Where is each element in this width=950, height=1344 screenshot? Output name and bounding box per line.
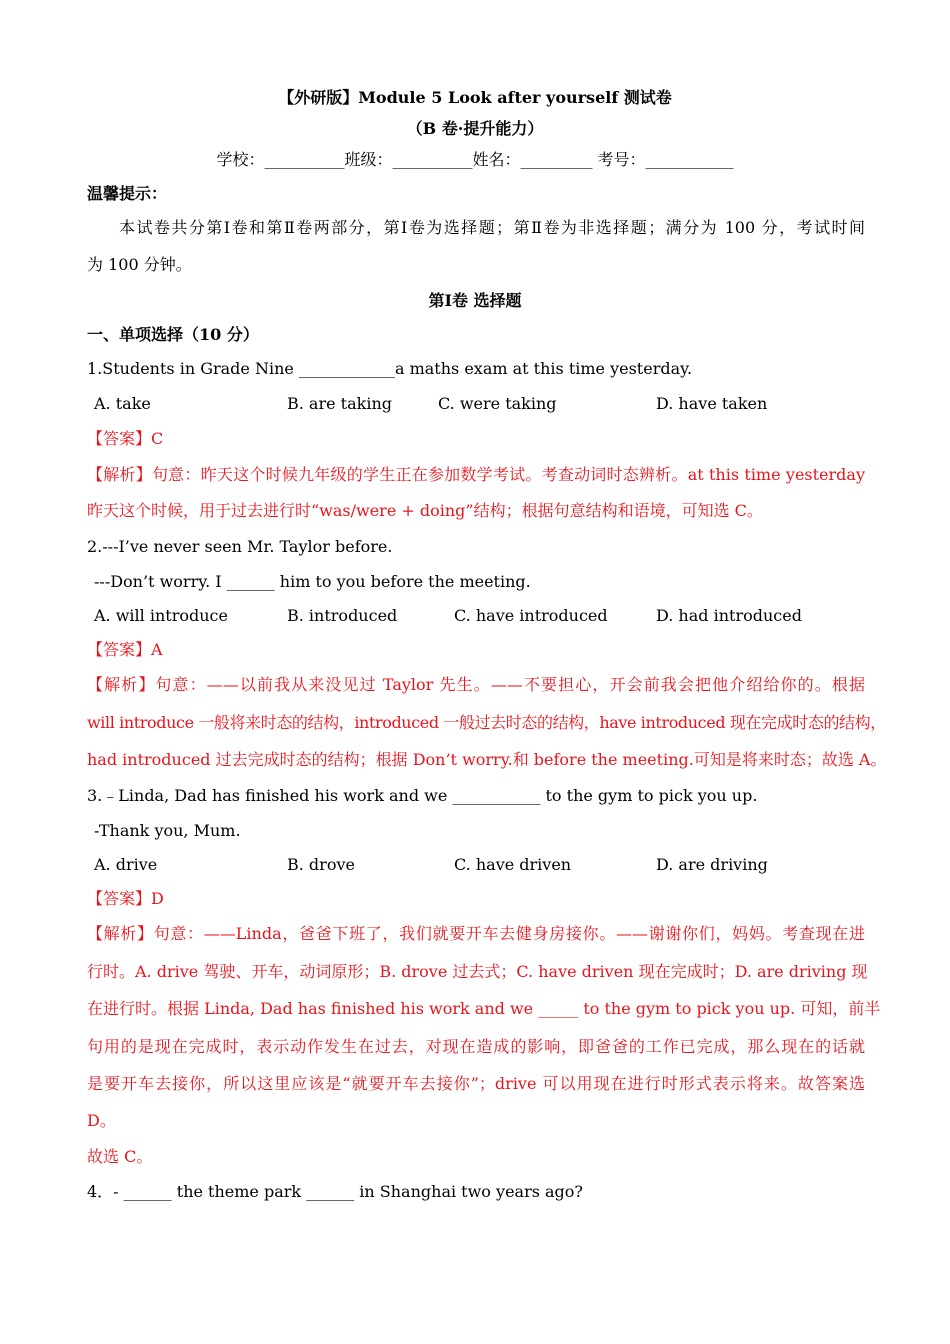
question-2-option-b: B. introduced [287, 606, 398, 625]
question-1-answer: 【答案】C [87, 429, 164, 448]
question-3-stem-line-1: 3.﹣Linda, Dad has finished his work and we ___________ to the gym to pick you up. [87, 786, 758, 805]
question-3-option-d: D. are driving [656, 855, 768, 874]
question-2-stem-line-2: ---Don’t worry. I ______ him to you before the meeting. [94, 572, 531, 591]
question-3-stem-line-2: -Thank you, Mum. [94, 821, 241, 840]
tips-line-2: 为 100 分钟。 [87, 255, 192, 274]
question-2-option-d: D. had introduced [656, 606, 802, 625]
question-1-analysis-line-1: 【解析】句意：昨天这个时候九年级的学生正在参加数学考试。考查动词时态辨析。at this time yesterday [87, 465, 865, 484]
question-3-answer: 【答案】D [87, 889, 164, 908]
question-1-option-d: D. have taken [656, 394, 768, 413]
question-3-option-a: A. drive [94, 855, 158, 874]
question-3-analysis-line-3: 在进行时。根据 Linda, Dad has finished his work and we _____ to the gym to pick you up. 可知，前半 [87, 999, 881, 1018]
doc-subtitle: （B 卷·提升能力） [406, 119, 544, 138]
question-3-option-b: B. drove [287, 855, 355, 874]
question-1-analysis-line-2: 昨天这个时候，用于过去进行时“was/were + doing”结构；根据句意结构和语境，可知选 C。 [87, 501, 763, 520]
tips-heading: 温馨提示： [87, 184, 168, 203]
question-1-option-c: C. were taking [438, 394, 557, 413]
question-3-analysis-line-7: 故选 C。 [87, 1147, 153, 1166]
question-3-analysis-line-4: 句用的是现在完成时，表示动作发生在过去，对现在造成的影响，即爸爸的工作已完成，那么现在的话就 [87, 1037, 865, 1056]
question-3-analysis-line-1: 【解析】句意：——Linda，爸爸下班了，我们就要开车去健身房接你。——谢谢你们，妈妈。考查现在进 [87, 924, 865, 943]
question-2-answer: 【答案】A [87, 640, 163, 659]
question-1-stem: 1.Students in Grade Nine ____________a maths exam at this time yesterday. [87, 359, 693, 378]
question-2-analysis-line-2: will introduce 一般将来时态的结构，introduced 一般过去时态的结构，have introduced 现在完成时态的结构， [87, 713, 886, 732]
question-1-option-b: B. are taking [287, 394, 392, 413]
question-2-option-c: C. have introduced [454, 606, 608, 625]
tips-line-1: 本试卷共分第Ⅰ卷和第Ⅱ卷两部分，第Ⅰ卷为选择题；第Ⅱ卷为非选择题；满分为 100 分，考试时间 [119, 218, 865, 237]
question-3-analysis-line-6: D。 [87, 1111, 116, 1130]
doc-title: 【外研版】Module 5 Look after yourself 测试卷 [278, 88, 672, 107]
question-3-option-c: C. have driven [454, 855, 572, 874]
part-heading: 一、单项选择（10 分） [87, 325, 259, 344]
question-2-stem-line-1: 2.---I’ve never seen Mr. Taylor before. [87, 537, 393, 556]
question-3-analysis-line-5: 是要开车去接你，所以这里应该是“就要开车去接你”；drive 可以用现在进行时形式表示将来。故答案选 [87, 1074, 865, 1093]
question-1-option-a: A. take [94, 394, 151, 413]
section-title: 第Ⅰ卷 选择题 [428, 291, 522, 310]
question-2-option-a: A. will introduce [94, 606, 228, 625]
question-4-stem: 4．- ______ the theme park ______ in Shanghai two years ago? [87, 1182, 584, 1201]
question-2-analysis-line-3: had introduced 过去完成时态的结构；根据 Don’t worry.和 before the meeting.可知是将来时态；故选 A。 [87, 750, 887, 769]
question-2-analysis-line-1: 【解析】句意：——以前我从来没见过 Taylor 先生。——不要担心，开会前我会把他介绍给你的。根据 [87, 675, 865, 694]
student-info-line: 学校：__________班级：__________姓名：_________ 考号：___________ [216, 150, 734, 169]
question-3-analysis-line-2: 行时。A. drive 驾驶、开车，动词原形；B. drove 过去式；C. have driven 现在完成时；D. are driving 现 [87, 962, 868, 981]
